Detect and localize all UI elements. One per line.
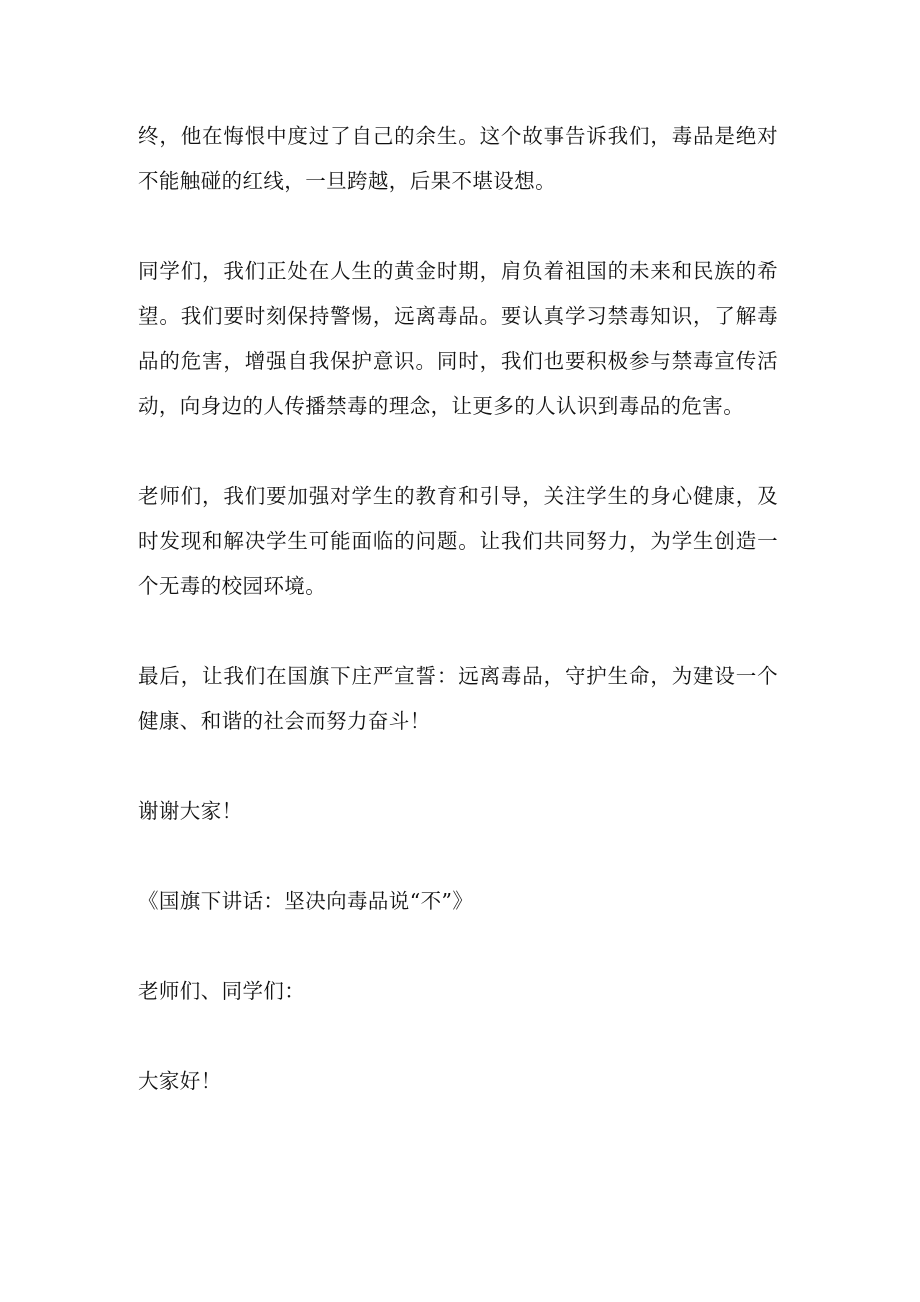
greeting: 大家好！ xyxy=(138,1069,222,1093)
paragraph-students-appeal: 同学们，我们正处在人生的黄金时期，肩负着祖国的未来和民族的希望。我们要时刻保持警惕，远离毒品。要认真学习禁毒知识，了解毒品的危害，增强自我保护意识。同时，我们也要积极参与禁毒宣传活动，向身边的人传播禁毒的理念，让更多的人认识到毒品的危害。 xyxy=(138,259,778,418)
paragraph-story-conclusion: 终，他在悔恨中度过了自己的余生。这个故事告诉我们，毒品是绝对不能触碰的红线，一旦跨越，后果不堪设想。 xyxy=(138,124,778,193)
speech-title: 《国旗下讲话：坚决向毒品说“不”》 xyxy=(138,889,474,913)
document-body xyxy=(138,114,778,1104)
paragraph-thanks: 谢谢大家！ xyxy=(138,799,243,823)
paragraph-pledge: 最后，让我们在国旗下庄严宣誓：远离毒品，守护生命，为建设一个健康、和谐的社会而努力奋斗！ xyxy=(138,664,778,733)
salutation: 老师们、同学们： xyxy=(138,979,306,1003)
paragraph-teachers-appeal: 老师们，我们要加强对学生的教育和引导，关注学生的身心健康，及时发现和解决学生可能面临的问题。让我们共同努力，为学生创造一个无毒的校园环境。 xyxy=(138,484,778,598)
